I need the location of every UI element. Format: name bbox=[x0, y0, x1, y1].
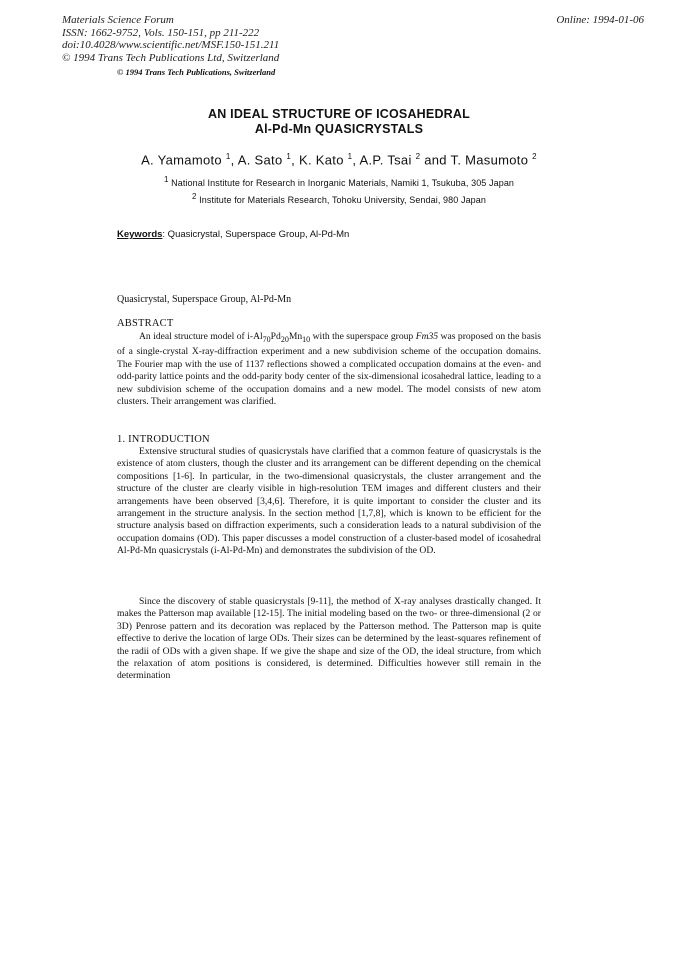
abstract-text: An ideal structure model of i-Al bbox=[139, 331, 263, 342]
author-1: A. Yamamoto bbox=[141, 152, 222, 168]
abstract-sub: 70 bbox=[262, 334, 271, 344]
copyright-line: © 1994 Trans Tech Publications Ltd, Switzerland bbox=[62, 51, 280, 64]
abstract-text: Pd bbox=[270, 331, 281, 342]
author-2: A. Sato bbox=[237, 152, 283, 168]
abstract-body bbox=[117, 331, 541, 408]
title-line-1: AN IDEAL STRUCTURE OF ICOSAHEDRAL bbox=[208, 107, 470, 121]
intro-paragraph-2: Since the discovery of stable quasicrystals [9-11], the method of X-ray analyses drastically changed. It makes the Patterson map available [12-15]. The initial modeling based on the two- or three-dimensional (2 or 3D) Penrose pattern and its decoration was replaced by the Patterson method. The Patterson map is quite effective to derive the location of large ODs. Their sizes can be determined by the least-squares refinement of the radii of ODs with a given shape. If we give the shape and size of the OD, the ideal structure, from which the relaxation of atom positions is considered, is determined. Difficulties however still remain in the determination bbox=[117, 596, 541, 682]
author-3: K. Kato bbox=[299, 152, 344, 168]
author-sep: , bbox=[230, 152, 235, 168]
publisher-copyright: © 1994 Trans Tech Publications, Switzerland bbox=[117, 67, 276, 77]
intro-paragraph-1: Extensive structural studies of quasicrystals have clarified that a common feature of quasicrystals is the existence of atom clusters, though the cluster and its arrangement can be different depending on the chemical compositions [1-6]. In particular, in the two-dimensional quasicrystals, the cluster arrangement and the structure of the cluster are clearly visible in high-resolution TEM images and different clusters and their arrangements have been observed [3,4,6]. Therefore, it is quite important to consider the cluster and its arrangement in the structure analysis. In the section method [1,7,8], which is known to be efficient for the structure analysis based on diffraction experiments, such a consideration leads to a natural subdivision of the occupation domains (OD). This paper discusses a model construction of a cluster-based model of icosahedral Al-Pd-Mn quasicrystals (i-Al-Pd-Mn) and demonstrates the subdivision of the OD. bbox=[117, 446, 541, 557]
paper-title bbox=[0, 107, 678, 137]
space-group: Fm35 bbox=[415, 331, 439, 342]
author-and: and bbox=[424, 152, 447, 168]
affiliation-2-text: Institute for Materials Research, Tohoku University, Sendai, 980 Japan bbox=[199, 195, 486, 205]
abstract-text: Mn bbox=[288, 331, 303, 342]
author-sep: , bbox=[291, 152, 296, 168]
affiliation-1-marker: 1 bbox=[163, 175, 169, 184]
author-list bbox=[0, 152, 678, 167]
title-line-2: Al-Pd-Mn QUASICRYSTALS bbox=[254, 122, 424, 136]
author-2-aff: 1 bbox=[286, 152, 292, 161]
keywords-repeat: Quasicrystal, Superspace Group, Al-Pd-Mn bbox=[117, 294, 292, 305]
author-4-aff: 2 bbox=[415, 152, 421, 161]
author-3-aff: 1 bbox=[347, 152, 353, 161]
journal-name: Materials Science Forum bbox=[62, 14, 174, 26]
author-5-aff: 2 bbox=[532, 152, 537, 161]
introduction-body-2 bbox=[117, 596, 541, 683]
abstract-text: with the superspace group bbox=[310, 331, 416, 342]
affiliation-2 bbox=[0, 192, 678, 205]
abstract-sub: 10 bbox=[302, 334, 311, 344]
author-1-aff: 1 bbox=[225, 152, 231, 161]
author-sep: , bbox=[352, 152, 357, 168]
abstract-paragraph bbox=[117, 331, 541, 408]
abstract-text: was proposed on the basis of a single-crystal X-ray-diffraction experiment and a new subdivision scheme of the occupation domains. The Fourier map with the use of 1137 reflections showed a complicated occupation domains at the even- and odd-parity lattice points and the odd-parity body center of the six-dimensional icosahedral lattice, leading to a new subdivision scheme of the occupation domains and a new model. The model consists of new atom clusters. Their arrangement was clarified. bbox=[117, 331, 541, 407]
author-5: T. Masumoto bbox=[450, 152, 529, 168]
journal-header bbox=[62, 14, 279, 64]
abstract-heading: ABSTRACT bbox=[117, 318, 174, 329]
author-4: A.P. Tsai bbox=[359, 152, 412, 168]
introduction-body bbox=[117, 446, 541, 558]
keywords-text: : Quasicrystal, Superspace Group, Al-Pd-Mn bbox=[162, 229, 350, 240]
online-date: Online: 1994-01-06 bbox=[556, 14, 644, 26]
affiliation-1 bbox=[0, 175, 678, 188]
affiliation-1-text: National Institute for Research in Inorganic Materials, Namiki 1, Tsukuba, 305 Japan bbox=[171, 178, 515, 188]
abstract-sub: 20 bbox=[280, 334, 289, 344]
keywords bbox=[117, 229, 349, 240]
keywords-label: Keywords bbox=[117, 229, 163, 240]
doi-line[interactable]: doi:10.4028/www.scientific.net/MSF.150-151.211 bbox=[62, 39, 280, 52]
affiliation-2-marker: 2 bbox=[192, 192, 197, 201]
introduction-heading: 1. INTRODUCTION bbox=[117, 434, 210, 445]
issn-line: ISSN: 1662-9752, Vols. 150-151, pp 211-222 bbox=[62, 26, 260, 39]
